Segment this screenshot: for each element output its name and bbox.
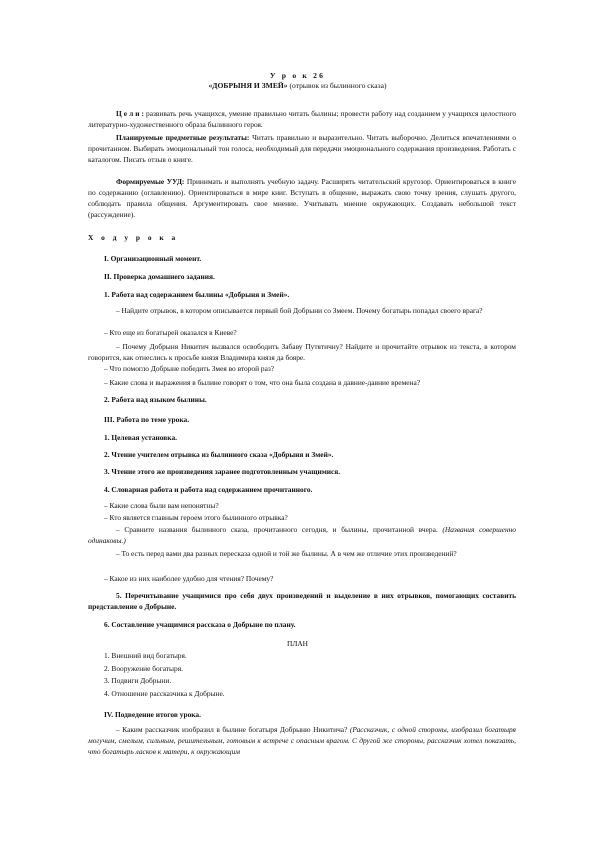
question-difference: – То есть перед вами два разных пересказа одной и той же былины. А в чем же отличие этих произведений? [116,549,457,558]
course-heading-text: Х о д у р о к а [88,233,179,242]
compare-titles-note: (Названия совершенно одинаковы.) [88,525,516,545]
step-teacher-reading: 2. Чтение учителем отрывка из былинного сказа «Добрыня и Змей». [104,450,334,459]
lesson-number: У р о к 26 [269,71,326,80]
section-lesson-topic: III. Работа по теме урока. [104,415,190,424]
plan-item: 3. Подвиги Добрыни. [104,676,172,685]
lesson-topic [0,81,595,91]
question-main-hero: – Кто является главным героем этого былинного отрывка? [104,513,288,522]
step-rereading: 5. Перечитывание учащимися про себя двух произведений и выделение в них отрывков, помогающих составить представление о Добрыне. [88,591,516,611]
subject-results-text: Читать правильно и выразительно. Читать выборочно. Делиться впечатлениями о прочитанном. Выбирать эмоциональный тон голоса, необходимый для передачи эмоционального содержания произведения. Работать с каталогом. Писать отзыв о книге. [88,133,516,164]
subject-results-label: Планируемые предметные результаты: [116,133,250,142]
course-heading [88,233,516,243]
topic-title: «ДОБРЫНЯ И ЗМЕЙ» [208,81,288,90]
question-why-volunteer: – Почему Добрыня Никитич вызвался освободить Забаву Путятичну? Найдите и прочитайте отрывок из текста, в котором говорится, как отнеслись к просьбе князя Владимира князя да бояре. [88,342,516,362]
final-question: – Каким рассказчик изобразил в былине богатыря Добрыню Никитича? [116,725,348,734]
uud-text: Принимать и выполнять учебную задачу. Расширять читательский кругозор. Ориентироваться в книге по содержанию (оглавлению). Ориентироваться в мире книг. Вступать в общение, выражать свою точку зрения, слушать другого, соблюдать правила общения. Аргументировать свое мнение. Учитывать мнение окружающих. Создавать небольшой текст (рассуждение). [88,177,516,219]
final-answer: (Рассказчик, с одной стороны, изобразил богатыря могучим, смелым, сильным, решительным, готовым к встрече с опасным врагом. С другой же стороны, рассказчик хотел показать, что богатырь ласков к матери, к окружающим [88,725,516,756]
topic-subtitle: (отрывок из былинного сказа) [289,81,387,90]
lesson-title [0,71,595,81]
goals-text: развивать речь учащихся, умение правильно читать былины; провести работу над созданием у учащихся целостного литературно-художественного образа былинного героя. [88,109,516,129]
uud-paragraph [88,176,516,220]
plan-item: 1. Внешний вид богатыря. [104,651,187,660]
question-other-heroes: – Кто еще из богатырей оказался в Киеве? [104,328,237,337]
question-convenience: – Какое из них наиболее удобно для чтения? Почему? [104,574,274,583]
step-language-work: 2. Работа над языком былины. [104,395,207,404]
plan-item: 2. Вооружение богатыря. [104,664,183,673]
goals-label: Ц е л и : [116,109,144,118]
final-question-paragraph [88,724,516,757]
step-student-reading: 3. Чтение этого же произведения заранее подготовленным учащимися. [104,467,341,476]
compare-titles-text: – Сравните названия былинного сказа, прочитанного сегодня, и былины, прочитанной вчера. [116,525,438,534]
question-unclear-words: – Какие слова были вам непонятны? [104,501,219,510]
uud-label: Формируемые УУД: [116,177,185,186]
question-compare-titles [88,524,516,546]
step-vocabulary-work: 4. Словарная работа и работа над содержанием прочитанного. [104,485,313,494]
plan-title: ПЛАН [286,639,309,648]
question-ancient-words: – Какие слова и выражения в былине говорят о том, что она была создана в давние-давние времена? [104,378,421,387]
subject-results-paragraph [88,132,516,165]
step-story-by-plan: 6. Составление учащимися рассказа о Добрыне по плану. [104,620,296,629]
question-second-victory: – Что помогло Добрыне победить Змея во второй раз? [104,364,275,373]
section-summary: IV. Подведение итогов урока. [104,710,201,719]
step-goal-setting: 1. Целевая установка. [104,433,177,442]
goals-paragraph [88,108,516,130]
step-content-work: 1. Работа над содержанием былины «Добрыня и Змей». [104,290,290,299]
section-org-moment: I. Организационный момент. [104,254,202,263]
section-homework-check: II. Проверка домашнего задания. [104,272,215,281]
question-first-battle: – Найдите отрывок, в котором описывается первый бой Добрыни со Змеем. Почему богатырь попадал своего врага? [116,306,483,315]
plan-item: 4. Отношение рассказчика к Добрыне. [104,689,225,698]
